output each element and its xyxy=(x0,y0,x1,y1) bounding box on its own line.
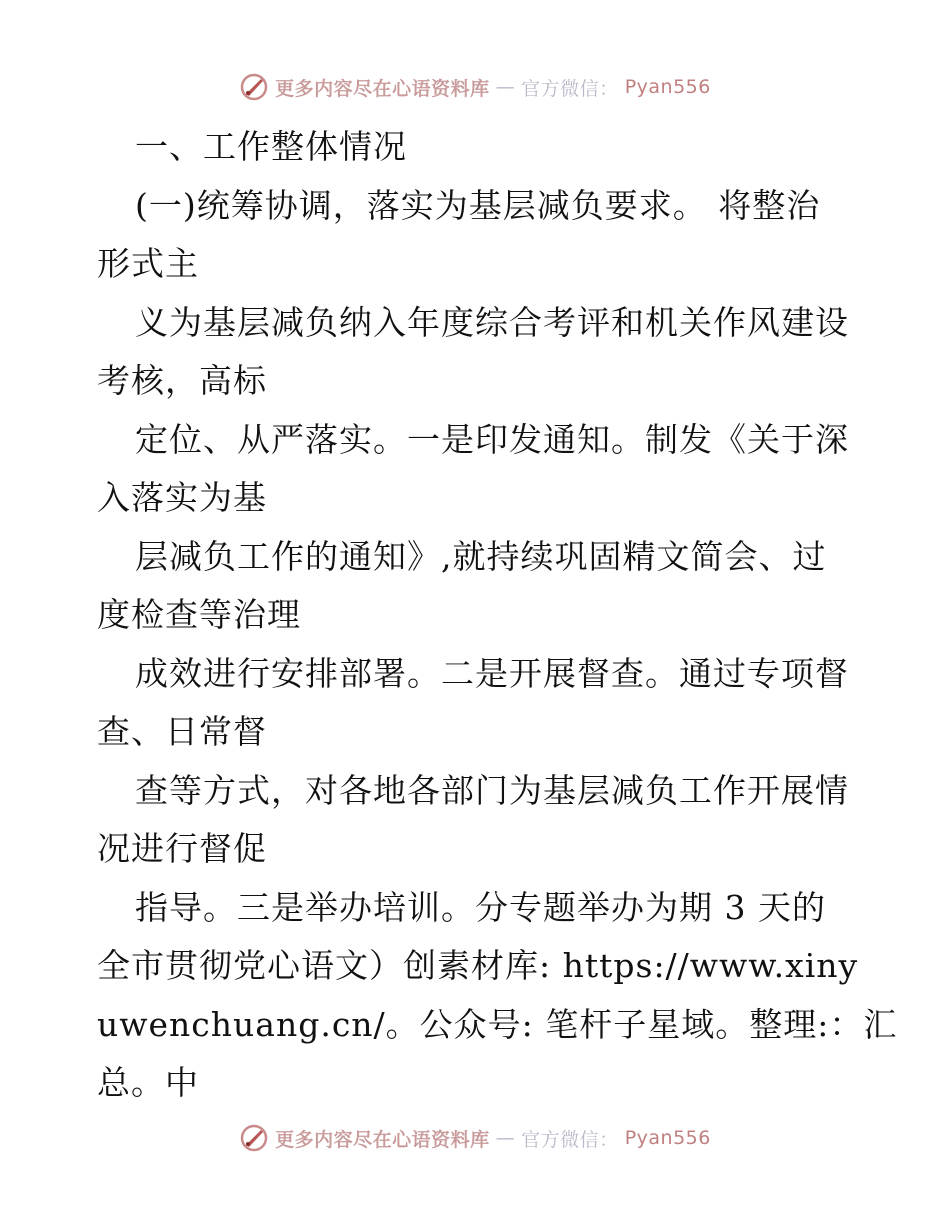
body-line: uwenchuang.cn/。公众号: 笔杆子星域。整理:：汇 xyxy=(97,1004,898,1044)
body-line: 定位、从严落实。一是印发通知。制发《关于深 xyxy=(135,419,849,459)
body-line: (一)统筹协调，落实为基层减负要求。 将整治 xyxy=(135,185,821,225)
body-line: 全市贯彻党心语文）创素材库: https://www.xiny xyxy=(97,946,859,985)
watermark-contact-id: Pyan556 xyxy=(624,1127,711,1149)
watermark-dash: — xyxy=(495,76,516,98)
body-line: 义为基层减负纳入年度综合考评和机关作风建设 xyxy=(135,302,849,342)
watermark-dash: — xyxy=(495,1127,516,1149)
body-line: 层减负工作的通知》,就持续巩固精文简会、过 xyxy=(135,536,827,576)
watermark-contact-id: Pyan556 xyxy=(624,76,711,98)
body-line: 况进行督促 xyxy=(97,829,267,868)
body-line: 入落实为基 xyxy=(97,478,267,517)
watermark-contact-label: 官方微信： xyxy=(521,77,619,100)
body-line: 形式主 xyxy=(97,244,199,283)
footer-watermark xyxy=(0,1123,950,1153)
document-body xyxy=(97,118,898,1113)
body-line: 总。中 xyxy=(97,1063,199,1102)
quill-logo-icon xyxy=(239,1123,269,1153)
quill-logo-icon xyxy=(239,72,269,102)
body-line: 查、日常督 xyxy=(97,712,267,751)
watermark-contact-label: 官方微信： xyxy=(521,1128,619,1151)
body-line: 度检查等治理 xyxy=(97,595,301,634)
watermark-site-text: 更多内容尽在心语资料库 xyxy=(275,77,490,100)
body-line: 一、工作整体情况 xyxy=(135,127,407,166)
header-watermark xyxy=(0,72,950,102)
body-line: 指导。三是举办培训。分专题举办为期 3 天的 xyxy=(135,887,826,927)
body-line: 考核，高标 xyxy=(97,361,267,400)
watermark-site-text: 更多内容尽在心语资料库 xyxy=(275,1128,490,1151)
body-line: 查等方式，对各地各部门为基层减负工作开展情 xyxy=(135,770,849,810)
body-line: 成效进行安排部署。二是开展督查。通过专项督 xyxy=(135,653,849,693)
